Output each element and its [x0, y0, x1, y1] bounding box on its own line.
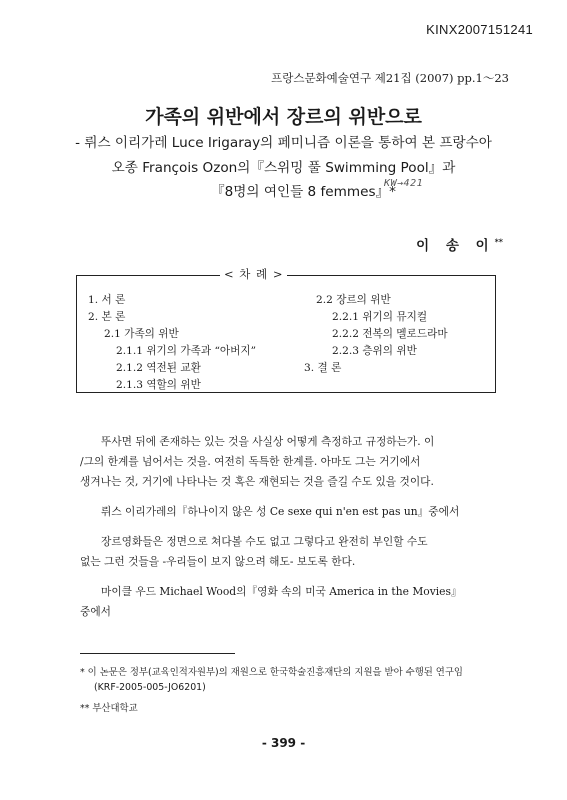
footnote: * 이 논문은 정부(교육인적자원부)의 재원으로 한국학술진흥재단의 지원을 받아 수행된 연구임: [80, 667, 463, 678]
footnote-divider: [80, 653, 235, 654]
toc-item: 3. 결 론: [304, 362, 342, 374]
toc-item: 2.1.3 역할의 위반: [116, 379, 201, 391]
author-text: 이 송 이: [416, 238, 495, 254]
toc-item: 2.2.3 층위의 위반: [332, 345, 417, 357]
subtitle-line-3: 『8명의 여인들 8 femmes』*: [211, 184, 396, 200]
epigraph-line: 없는 그런 것들을 -우리들이 보지 않으려 해도- 보도록 한다.: [80, 555, 356, 568]
toc-item: 1. 서 론: [88, 294, 126, 306]
footnote: ** 부산대학교: [80, 703, 138, 714]
epigraph-source: 뤼스 이리가레의『하나이지 않은 성 Ce sexe qui n'en est pas un』중에서: [101, 505, 460, 518]
subtitle-line-2: 오종 François Ozon의『스위밍 풀 Swimming Pool』과: [111, 160, 456, 176]
subtitle-line-1: - 뤼스 이리가레 Luce Irigaray의 페미니즘 이론을 통하여 본 프랑수아: [75, 135, 492, 151]
footnote: (KRF-2005-005-JO6201): [94, 682, 206, 693]
paper-title: 가족의 위반에서 장르의 위반으로: [145, 106, 422, 128]
page-number: - 399 -: [261, 736, 306, 750]
toc-item: 2.2.2 전복의 멜로드라마: [332, 328, 448, 340]
toc-item: 2.2.1 위기의 뮤지컬: [332, 311, 428, 323]
author-footnote-mark: **: [494, 236, 503, 247]
toc-item: 2.1.1 위기의 가족과 “아버지”: [116, 345, 256, 357]
toc-item: 2.1.2 역전된 교환: [116, 362, 201, 374]
toc-item: 2. 본 론: [88, 311, 126, 323]
epigraph-source: 중에서: [80, 605, 111, 618]
document-id: KINX2007151241: [426, 22, 533, 37]
epigraph-source: 마이클 우드 Michael Wood의『영화 속의 미국 America in the Movies』: [101, 585, 462, 598]
epigraph-line: 뚜사면 뒤에 존재하는 있는 것을 사실상 어떻게 측정하고 규정하는가. 이: [101, 435, 435, 448]
journal-citation: 프랑스문화예술연구 제21집 (2007) pp.1～23: [271, 71, 509, 85]
author-name: [416, 234, 503, 254]
handwritten-note: KW→421: [384, 178, 424, 189]
toc-item: 2.2 장르의 위반: [316, 294, 391, 306]
epigraph-line: /그의 한계를 넘어서는 것을. 여전히 독특한 한계를. 아마도 그는 거기에서: [80, 455, 421, 468]
epigraph-line: 생겨나는 것, 거기에 나타나는 것 혹은 재현되는 것을 즐길 수도 있을 것이다.: [80, 475, 434, 488]
toc-heading: < 차 례 >: [220, 266, 287, 282]
toc-item: 2.1 가족의 위반: [104, 328, 179, 340]
epigraph-line: 장르영화들은 정면으로 쳐다볼 수도 없고 그렇다고 완전히 부인할 수도: [101, 535, 428, 548]
